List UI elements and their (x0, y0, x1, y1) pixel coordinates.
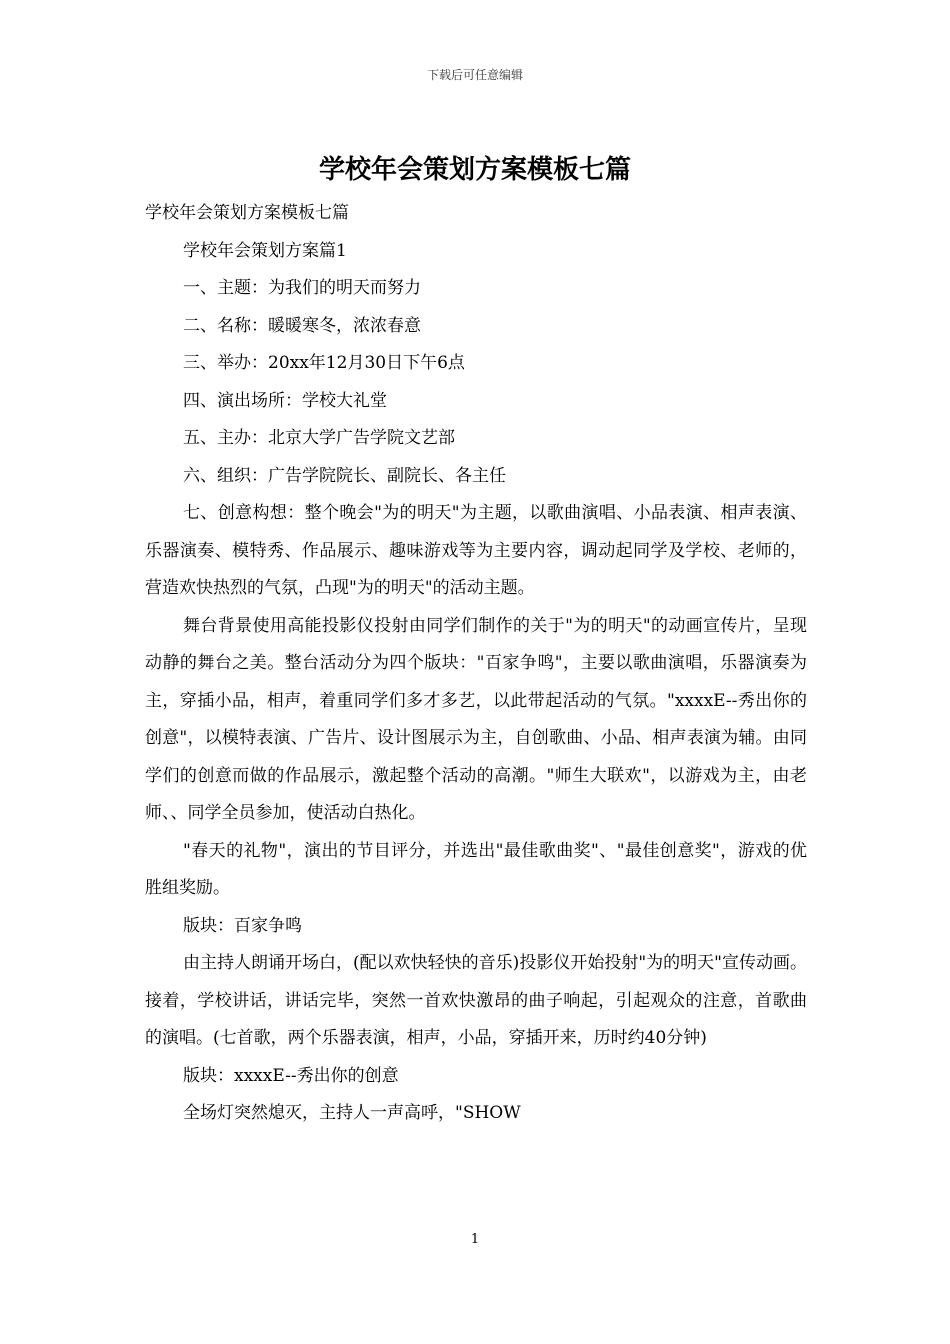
subtitle-paragraph: 学校年会策划方案模板七篇 (145, 203, 349, 223)
paragraph-host: 五、主办：北京大学广告学院文艺部 (183, 428, 455, 448)
page-number: 1 (470, 1232, 480, 1247)
section-heading: 学校年会策划方案篇1 (183, 240, 347, 261)
paragraph-venue: 四、演出场所：学校大礼堂 (183, 390, 387, 411)
paragraph-section-one: 版块：百家争鸣 (183, 915, 302, 936)
paragraph-name: 二、名称：暖暖寒冬，浓浓春意 (183, 315, 421, 336)
paragraph-stage: 舞台背景使用高能投影仪投射由同学们制作的关于"为的明天"的动画宣传片，呈现动静的舞台之美。整台活动分为四个版块："百家争鸣"，主要以歌曲演唱，乐器演奏为主，穿插小品，相声，着重同学们多才多艺，以此带起活动的气氛。"xxxxE--秀出你的创意"，以模特表演、广告片、设计图展示为主，自创歌曲、小品、相声表演为辅。由同学们的创意而做的作品展示，激起整个活动的高潮。"师生大联欢"，以游戏为主，由老师、、同学全员参加，使活动白热化。 (145, 615, 807, 823)
paragraph-theme: 一、主题：为我们的明天而努力 (183, 278, 421, 298)
paragraph-organizer: 六、组织：广告学院院长、副院长、各主任 (183, 465, 506, 486)
header-note: 下载后可任意编辑 (426, 68, 523, 82)
paragraph-section-two: 版块：xxxxE--秀出你的创意 (183, 1065, 399, 1086)
paragraph-show: 全场灯突然熄灭，主持人一声高呼，"SHOW (183, 1103, 521, 1123)
document-body (145, 195, 807, 1133)
paragraph-time: 三、举办：20xx年12月30日下午6点 (183, 353, 465, 373)
paragraph-opening: 由主持人朗诵开场白，(配以欢快轻快的音乐)投影仪开始投射"为的明天"宣传动画。接着，学校讲话，讲话完毕，突然一首欢快激昂的曲子响起，引起观众的注意，首歌曲的演唱。(七首歌，两个乐器表演，相声，小品，穿插开来，历时约40分钟) (145, 953, 807, 1048)
paragraph-awards: "春天的礼物"，演出的节目评分，并选出"最佳歌曲奖"、"最佳创意奖"，游戏的优胜组奖励。 (145, 840, 807, 898)
paragraph-concept: 七、创意构想：整个晚会"为的明天"为主题，以歌曲演唱、小品表演、相声表演、乐器演奏、模特秀、作品展示、趣味游戏等为主要内容，调动起同学及学校、老师的，营造欢快热烈的气氛，凸现"为的明天"的活动主题。 (145, 503, 807, 598)
document-title: 学校年会策划方案模板七篇 (318, 155, 631, 185)
